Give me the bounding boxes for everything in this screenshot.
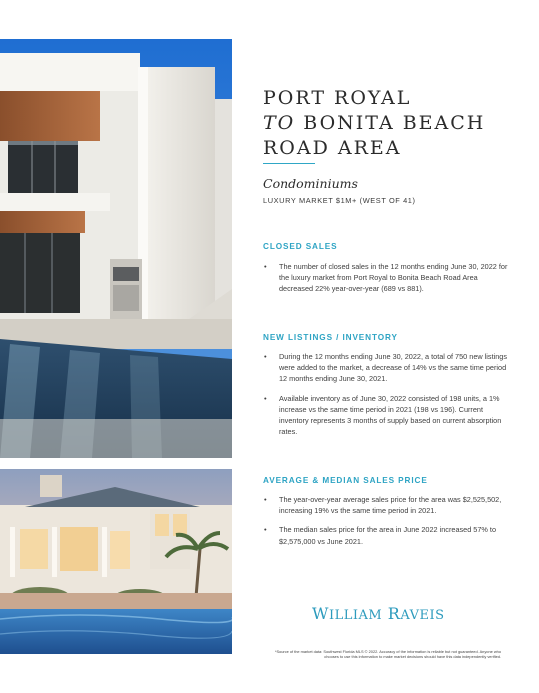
title-line-2-rest: BONITA BEACH [295, 112, 486, 134]
new-listings-list [263, 351, 508, 445]
title-divider [263, 163, 315, 164]
title-line-1: PORT ROYAL [263, 87, 412, 109]
source-footnote: *Source of the market data: Southwest Florida MLS © 2022. Accuracy of the information is reliable but not guaranteed. Anyone who chooses to use this information to make market decisions should have this data independently verified. [274, 649, 501, 660]
sales-price-heading: AVERAGE & MEDIAN SALES PRICE [263, 476, 428, 485]
new-listings-bullet-2: • Available inventory as of June 30, 2022 consisted of 198 units, a 1% increase vs the same time period in 2021 (198 vs 196). Current inventory represents 3 months of supply based on current absorption rates. [263, 393, 508, 438]
closed-sales-heading: CLOSED SALES [263, 242, 338, 251]
title-line-3: ROAD AREA [263, 137, 402, 159]
new-listings-heading: NEW LISTINGS / INVENTORY [263, 333, 398, 342]
closed-sales-bullet: • The number of closed sales in the 12 months ending June 30, 2022 for the luxury market from Port Royal to Bonita Beach Road Area decreased 22% year-over-year (689 vs 881). [263, 261, 508, 295]
sales-price-list [263, 494, 508, 555]
page-title [263, 86, 485, 161]
market-segment-label: LUXURY MARKET $1M+ (WEST OF 41) [263, 196, 416, 205]
median-price-bullet: • The median sales price for the area in June 2022 increased 57% to $2,575,000 vs June 2021. [263, 524, 508, 546]
william-raveis-logo: WILLIAM RAVEIS [312, 604, 445, 623]
house-pool-photo [0, 39, 232, 458]
average-price-bullet: • The year-over-year average sales price for the area was $2,525,502, increasing 19% vs the same time period in 2021. [263, 494, 508, 516]
title-line-2-italic: TO [263, 112, 296, 134]
villa-dusk-photo [0, 469, 232, 654]
closed-sales-list [263, 261, 508, 303]
property-type-subtitle: Condominiums [263, 176, 358, 191]
new-listings-bullet-1: • During the 12 months ending June 30, 2022, a total of 750 new listings were added to the market, a decrease of 14% vs the same time period 12 months ending June 30, 2021. [263, 351, 508, 385]
